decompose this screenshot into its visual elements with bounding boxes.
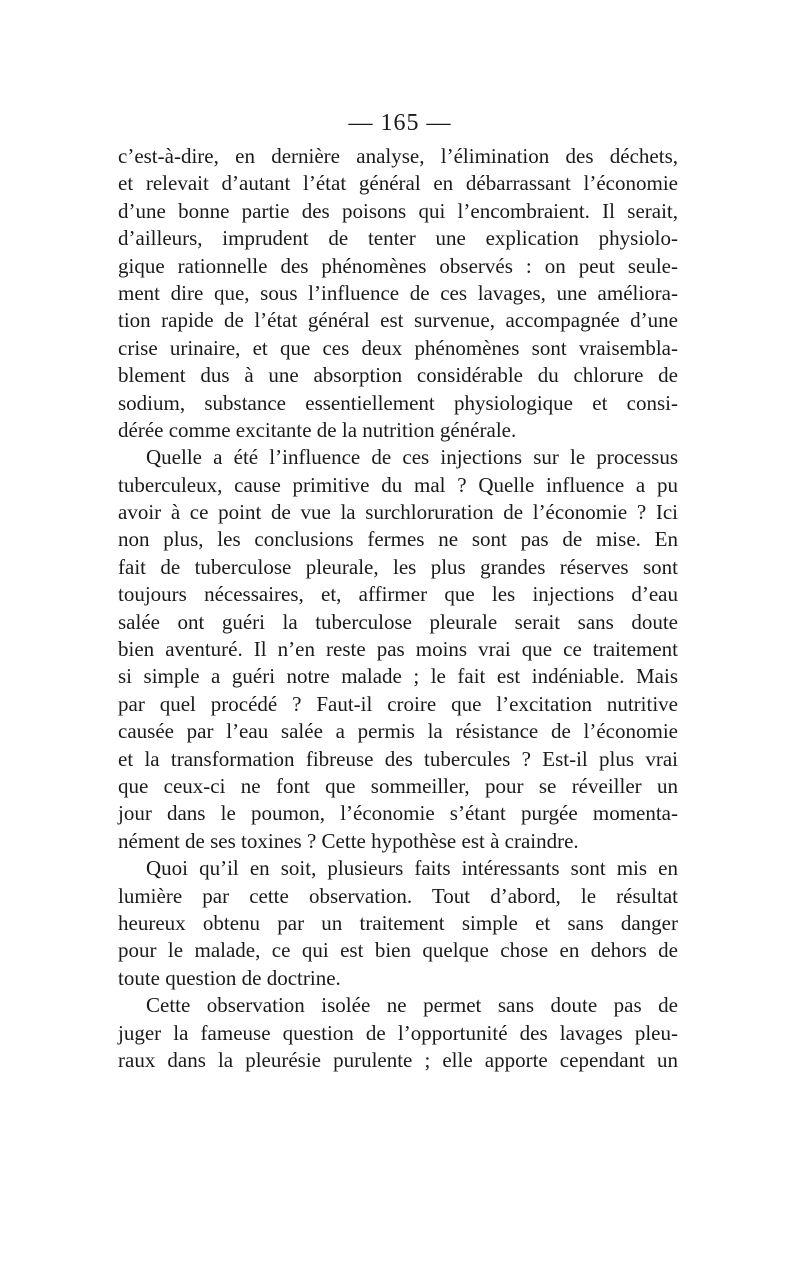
page-number: — 165 — [348,110,452,136]
text-line: toute question de doctrine. [118,965,341,990]
text-line: causée par l’eau salée a permis la résistance de l’économie [118,719,678,744]
text-line: et relevait d’autant l’état général en débarrassant l’économie [118,171,678,196]
text-line: tuberculeux, cause primitive du mal ? Quelle influence a pu [118,472,678,497]
text-line: fait de tuberculose pleurale, les plus grandes réserves sont [118,554,678,579]
text-line: d’une bonne partie des poisons qui l’encombraient. Il serait, [118,198,678,223]
text-line: salée ont guéri la tuberculose pleurale serait sans doute [118,609,678,634]
text-line: nément de ses toxines ? Cette hypothèse est à craindre. [118,828,579,853]
text-line: si simple a guéri notre malade ; le fait est indéniable. Mais [118,664,678,689]
text-line: bien aventuré. Il n’en reste pas moins vrai que ce traitement [118,637,678,662]
text-line: Cette observation isolée ne permet sans doute pas de [146,993,678,1018]
body-text [118,143,678,1074]
text-line: que ceux-ci ne font que sommeiller, pour se réveiller un [118,773,678,798]
text-line: heureux obtenu par un traitement simple et sans danger [118,910,678,935]
text-line: c’est-à-dire, en dernière analyse, l’élimination des déchets, [118,144,678,168]
text-line: jour dans le poumon, l’économie s’étant purgée momenta- [118,801,678,826]
text-line: par quel procédé ? Faut-il croire que l’excitation nutritive [118,691,678,716]
text-line: crise urinaire, et que ces deux phénomènes sont vraisembla- [118,335,678,360]
text-line: tion rapide de l’état général est survenue, accompagnée d’une [118,308,678,333]
text-line: Quoi qu’il en soit, plusieurs faits intéressants sont mis en [146,856,678,881]
text-line: d’ailleurs, imprudent de tenter une explication physiolo- [118,226,678,251]
text-line: sodium, substance essentiellement physiologique et consi- [118,390,678,415]
text-line: avoir à ce point de vue la surchloruration de l’économie ? Ici [118,500,678,525]
text-line: gique rationnelle des phénomènes observés : on peut seule- [118,253,678,278]
text-line: non plus, les conclusions fermes ne sont pas de mise. En [118,527,678,552]
text-line: lumière par cette observation. Tout d’abord, le résultat [118,883,678,908]
text-line: ment dire que, sous l’influence de ces lavages, une améliora- [118,280,678,305]
text-line: pour le malade, ce qui est bien quelque chose en dehors de [118,938,678,963]
text-line: dérée comme excitante de la nutrition générale. [118,417,517,442]
text-line: raux dans la pleurésie purulente ; elle apporte cependant un [118,1047,678,1072]
text-line: et la transformation fibreuse des tubercules ? Est-il plus vrai [118,746,678,771]
text-line: juger la fameuse question de l’opportunité des lavages pleu- [118,1020,678,1045]
text-line: toujours nécessaires, et, affirmer que les injections d’eau [118,582,678,607]
text-line: blement dus à une absorption considérable du chlorure de [118,363,678,388]
text-line: Quelle a été l’influence de ces injections sur le processus [146,445,678,470]
